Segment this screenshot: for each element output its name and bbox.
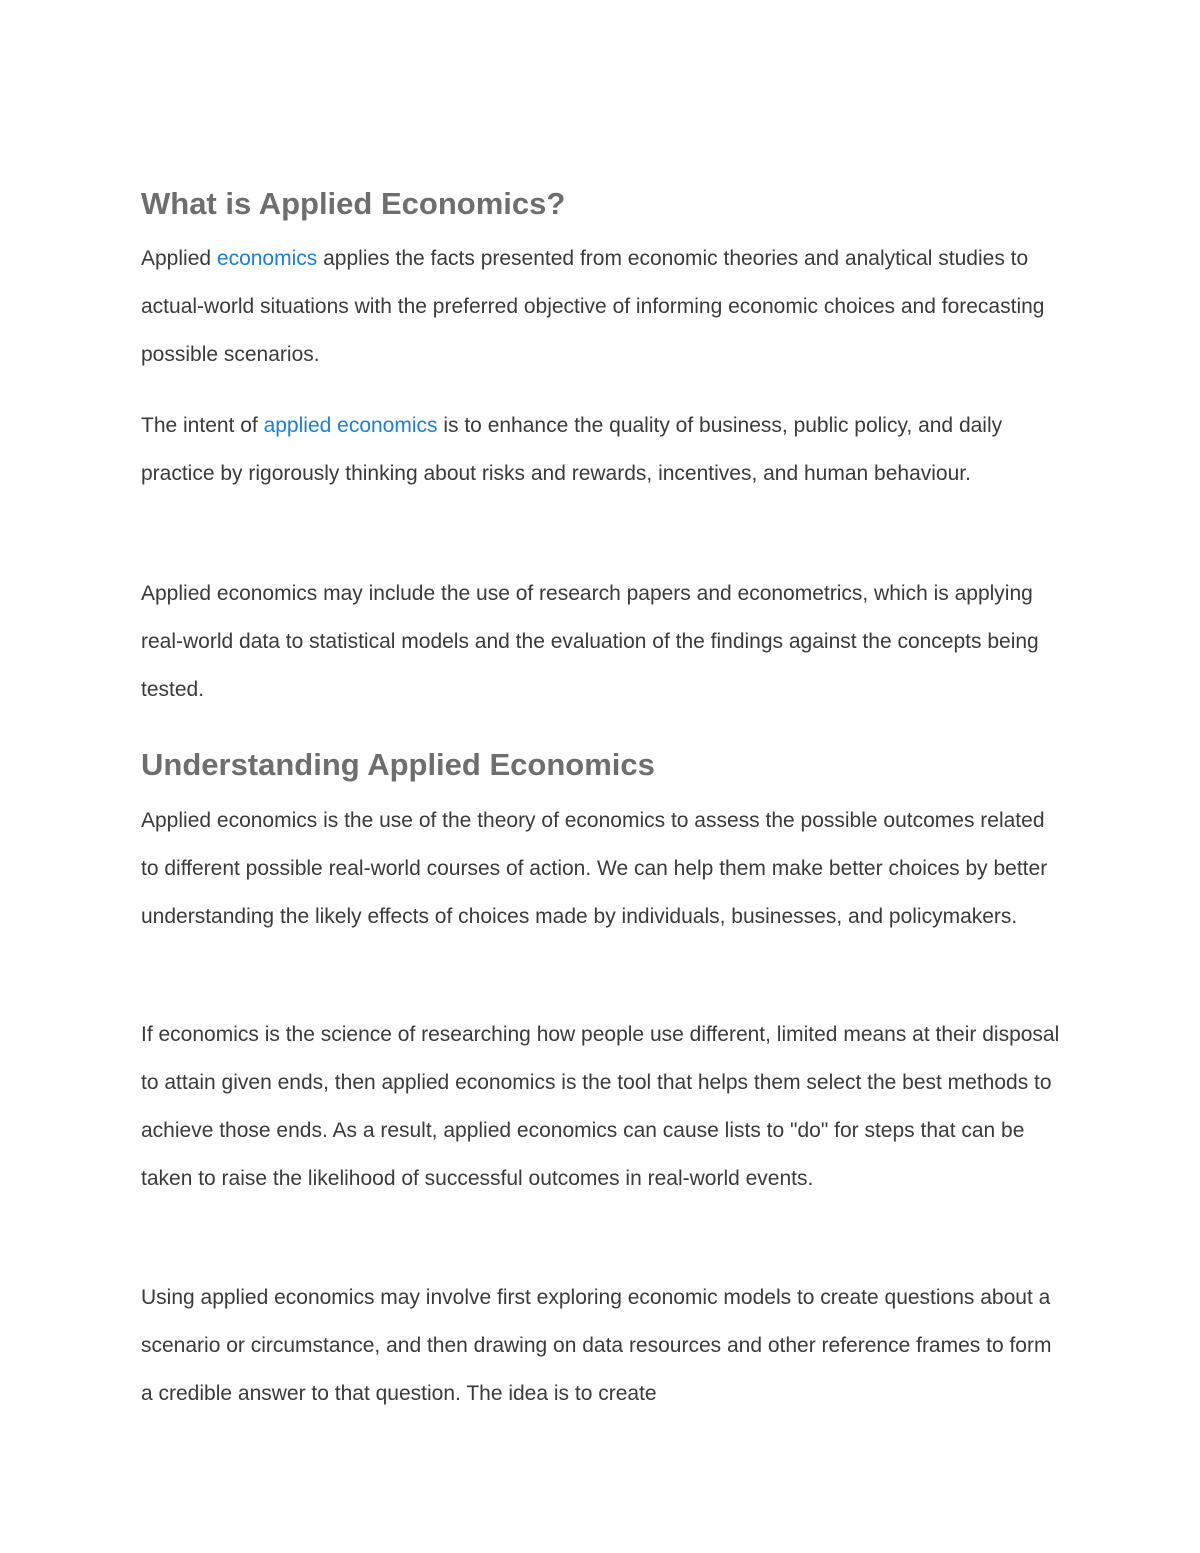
- section-heading-what-is-applied-economics: What is Applied Economics?: [141, 186, 566, 221]
- paragraph-text: The intent of: [141, 414, 264, 437]
- paragraph-definition: [141, 235, 1061, 379]
- paragraph-economic-models: Using applied economics may involve first exploring economic models to create questions about a scenario or circumstance, and then drawing on data resources and other reference frames to form a credible answer to that question. The idea is to create: [141, 1286, 1052, 1405]
- paragraph-text: applies the facts presented from economic theories and analytical studies to actual-world situations with the preferred objective of informing economic choices and forecasting possible scenarios.: [141, 247, 1045, 366]
- paragraph-use-of-theory: Applied economics is the use of the theory of economics to assess the possible outcomes related to different possible real-world courses of action. We can help them make better choices by better understanding the likely effects of choices made by individuals, businesses, and policymakers.: [141, 809, 1048, 928]
- paragraph-text: Applied: [141, 247, 217, 270]
- section-heading-understanding-applied-economics: Understanding Applied Economics: [141, 747, 655, 782]
- paragraph-science-of-means: If economics is the science of researching how people use different, limited means at their disposal to attain given ends, then applied economics is the tool that helps them select the best methods to achieve those ends. As a result, applied economics can cause lists to "do" for steps that can be taken to raise the likelihood of successful outcomes in real-world events.: [141, 1023, 1060, 1190]
- economics-link[interactable]: economics: [216, 247, 318, 270]
- paragraph-econometrics: Applied economics may include the use of research papers and econometrics, which is applying real-world data to statistical models and the evaluation of the findings against the concepts being tested.: [141, 582, 1039, 701]
- paragraph-text: is to enhance the quality of business, public policy, and daily practice by rigorously thinking about risks and rewards, incentives, and human behaviour.: [141, 414, 1003, 485]
- applied-economics-link[interactable]: applied economics: [263, 414, 438, 437]
- paragraph-intent: [141, 402, 1061, 498]
